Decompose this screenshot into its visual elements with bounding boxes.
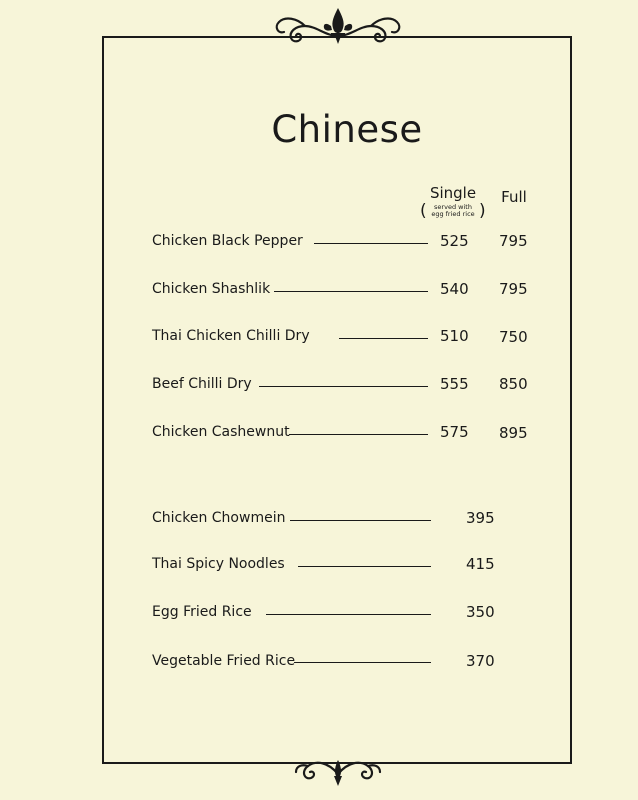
menu-item-name: Thai Chicken Chilli Dry (152, 328, 310, 344)
single-price: 525 (440, 232, 469, 250)
single-note-line2: egg fried rice (431, 210, 475, 218)
leader-line (274, 291, 428, 292)
menu-item-name: Egg Fried Rice (152, 604, 252, 620)
item-price: 350 (466, 603, 495, 621)
single-price: 510 (440, 327, 469, 345)
leader-line (266, 614, 431, 615)
leader-line (289, 434, 428, 435)
single-price: 575 (440, 423, 469, 441)
single-price: 540 (440, 280, 469, 298)
single-note-line1: served with (434, 203, 472, 211)
top-flourish-ornament (271, 6, 405, 48)
item-price: 415 (466, 555, 495, 573)
menu-item-name: Chicken Shashlik (152, 281, 271, 297)
leader-line (314, 243, 428, 244)
single-column-header: Single (429, 184, 477, 202)
menu-item-name: Beef Chilli Dry (152, 376, 252, 392)
full-price: 850 (499, 375, 528, 393)
menu-title: Chinese (271, 108, 423, 151)
menu-item-name: Chicken Cashewnut (152, 424, 290, 440)
leader-line (294, 662, 431, 663)
bottom-flourish-ornament (292, 754, 384, 790)
full-price: 895 (499, 424, 528, 442)
full-price: 750 (499, 328, 528, 346)
menu-item-name: Thai Spicy Noodles (152, 556, 285, 572)
note-open-paren: ( (420, 201, 427, 221)
full-price: 795 (499, 280, 528, 298)
leader-line (339, 338, 428, 339)
item-price: 395 (466, 509, 495, 527)
item-price: 370 (466, 652, 495, 670)
leader-line (259, 386, 428, 387)
menu-item-name: Chicken Chowmein (152, 510, 286, 526)
full-price: 795 (499, 232, 528, 250)
single-price: 555 (440, 375, 469, 393)
menu-item-name: Chicken Black Pepper (152, 233, 303, 249)
single-column-note (420, 201, 486, 221)
leader-line (290, 520, 431, 521)
full-column-header: Full (501, 188, 527, 206)
menu-item-name: Vegetable Fried Rice (152, 653, 296, 669)
note-close-paren: ) (479, 201, 486, 221)
leader-line (298, 566, 431, 567)
